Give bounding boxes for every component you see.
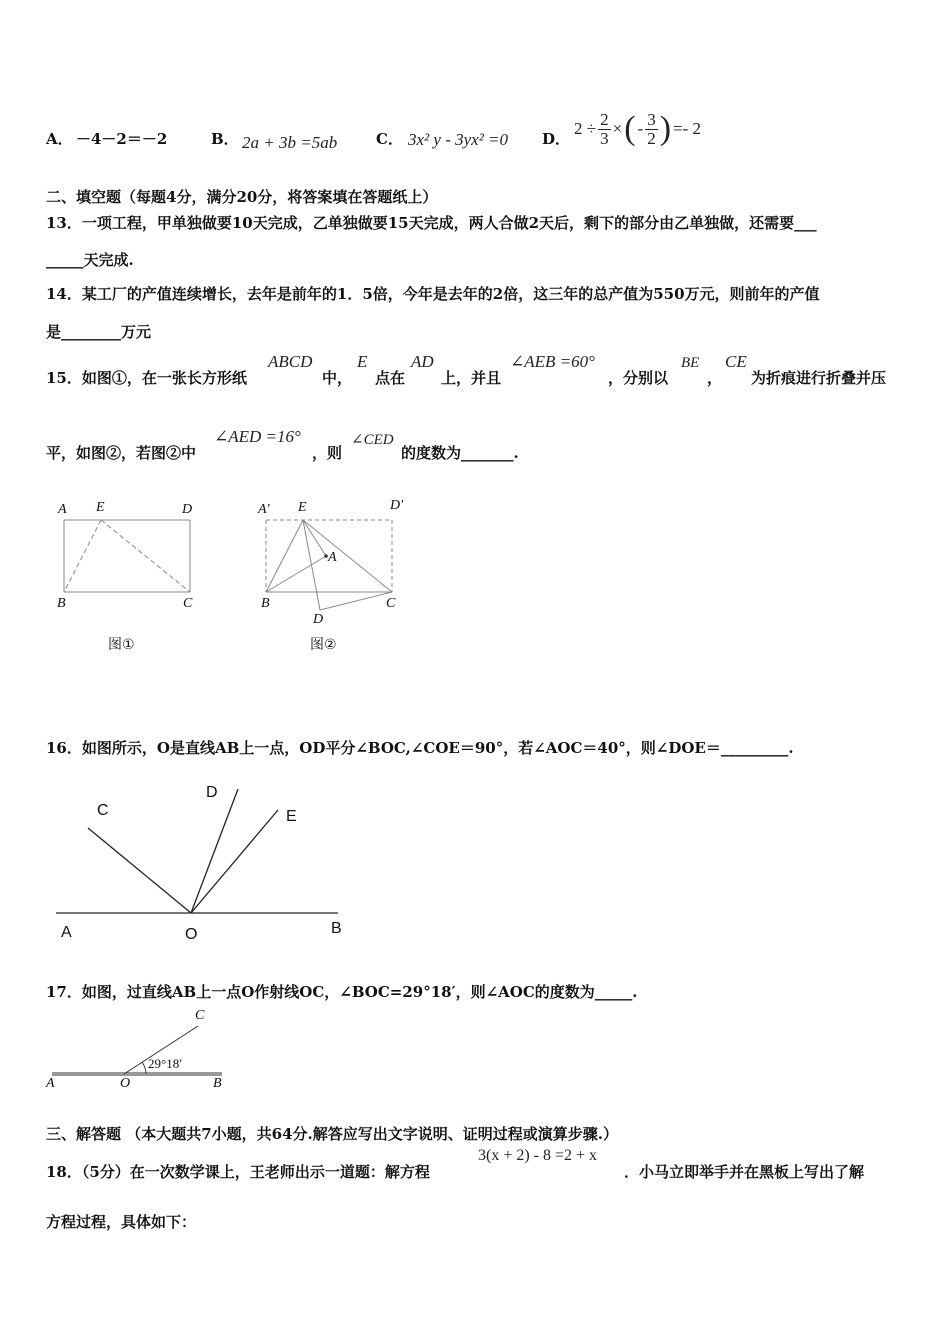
d-tail: =- 2 bbox=[673, 119, 702, 138]
q18-text-1: 18．（5分）在一次数学课上，王老师出示一道题：解方程 bbox=[46, 1163, 430, 1181]
q15-text-3: 点在 bbox=[375, 369, 406, 387]
q15-text-9: ，则 bbox=[312, 444, 343, 462]
d-left-paren: ( bbox=[624, 110, 636, 147]
q15-text-2: 中， bbox=[322, 369, 353, 387]
q16-text: 16．如图所示，O是直线AB上一点，OD平分∠BOC,∠COE＝90°，若∠AOC＝40°，则∠DOE＝_________. bbox=[46, 739, 794, 757]
option-c-math: 3x² y - 3yx² =0 bbox=[408, 130, 509, 149]
option-b-math: 2a + 3b =5ab bbox=[242, 133, 338, 152]
q14-line1: 14．某工厂的产值连续增长，去年是前年的1．5倍，今年是去年的2倍，这三年的总产值为550万元，则前年的产值 bbox=[46, 285, 820, 303]
q14-line2: 是________万元 bbox=[46, 323, 152, 341]
fig4-label-o: O bbox=[120, 1076, 131, 1091]
fig2-label-a-prime: A′ bbox=[258, 502, 270, 517]
fig1-label-e: E bbox=[96, 500, 105, 515]
q15-text-7: 为折痕进行折叠并压 bbox=[751, 369, 887, 387]
q15-math-ce: CE bbox=[725, 352, 747, 371]
fig2-label-a: A bbox=[328, 550, 337, 565]
q15-text-5: ，分别以 bbox=[608, 369, 669, 387]
fig4-label-a: A bbox=[46, 1076, 55, 1091]
option-a-text: －4－2＝－2 bbox=[76, 130, 168, 148]
fig2-label-e: E bbox=[298, 500, 307, 515]
q15-math-abcd: ABCD bbox=[268, 352, 313, 371]
q15-text-10: 的度数为_______. bbox=[401, 444, 519, 462]
d-frac2-num: 3 bbox=[647, 109, 656, 129]
d-frac1-num: 2 bbox=[600, 109, 609, 129]
fig2-label-c: C bbox=[386, 596, 396, 611]
fig4-label-c: C bbox=[195, 1008, 205, 1023]
q15-text-4: 上，并且 bbox=[441, 369, 502, 387]
fig3-label-b: B bbox=[331, 920, 342, 937]
q18-line2: 方程过程，具体如下： bbox=[46, 1213, 197, 1231]
fig1-label-d: D bbox=[182, 502, 193, 517]
q15-math-aed: ∠AED =16° bbox=[214, 427, 301, 446]
fig2-label-d-prime: D′ bbox=[390, 498, 404, 513]
q15-text-6: ， bbox=[707, 369, 723, 387]
d-frac1-den: 3 bbox=[600, 128, 609, 148]
q15-text-1: 15．如图①，在一张长方形纸 bbox=[46, 369, 247, 387]
q15-math-aeb: ∠AEB =60° bbox=[510, 352, 595, 371]
q15-math-ad: AD bbox=[411, 352, 434, 371]
fig1-label-c: C bbox=[183, 596, 193, 611]
fig3-label-a: A bbox=[61, 924, 72, 941]
fig4-angle-label: 29°18′ bbox=[148, 1056, 183, 1071]
fig2-label-b: B bbox=[261, 596, 270, 611]
fig3-label-o: O bbox=[185, 926, 198, 943]
fig3-label-c: C bbox=[97, 802, 109, 819]
d-lead: 2 ÷ bbox=[574, 119, 597, 138]
q13-line1: 13．一项工程，甲单独做要10天完成，乙单独做要15天完成，两人合做2天后，剩下的部分由乙单独做，还需要___ bbox=[46, 214, 817, 232]
d-frac2-den: 2 bbox=[647, 128, 656, 148]
q15-math-be: BE bbox=[681, 355, 700, 371]
fig2-label-d: D bbox=[313, 612, 324, 627]
fig1-caption: 图① bbox=[108, 637, 135, 653]
section-3-heading: 三、解答题 （本大题共7小题，共64分.解答应写出文字说明、证明过程或演算步骤.） bbox=[46, 1125, 618, 1143]
option-b-label: B． bbox=[211, 130, 239, 148]
q17-text: 17．如图，过直线AB上一点O作射线OC，∠BOC=29°18′，则∠AOC的度数为_____. bbox=[46, 983, 638, 1001]
fig3-label-d: D bbox=[206, 784, 218, 801]
fig2-caption: 图② bbox=[310, 637, 337, 653]
option-c-label: C． bbox=[376, 130, 403, 148]
q18-text-2: ．小马立即举手并在黑板上写出了解 bbox=[624, 1163, 865, 1181]
d-minus: - bbox=[637, 119, 644, 138]
fig1-label-a: A bbox=[58, 502, 67, 517]
section-2-heading: 二、填空题（每题4分，满分20分，将答案填在答题纸上） bbox=[46, 188, 438, 206]
q15-text-8: 平，如图②，若图②中 bbox=[46, 444, 197, 462]
fig1-label-b: B bbox=[57, 596, 66, 611]
fig4-label-b: B bbox=[213, 1076, 222, 1091]
fig4-angle-arc bbox=[142, 1062, 146, 1074]
q13-line2: _____天完成. bbox=[46, 251, 134, 269]
q15-math-e: E bbox=[357, 352, 368, 371]
d-right-paren: ) bbox=[659, 110, 672, 147]
d-times: × bbox=[612, 119, 623, 138]
q15-math-ced: ∠CED bbox=[351, 432, 394, 448]
option-a-label: A． bbox=[46, 130, 73, 148]
fig3-label-e: E bbox=[286, 808, 297, 825]
q18-equation: 3(x + 2) - 8 =2 + x bbox=[478, 1147, 598, 1164]
option-d-label: D． bbox=[542, 130, 571, 148]
